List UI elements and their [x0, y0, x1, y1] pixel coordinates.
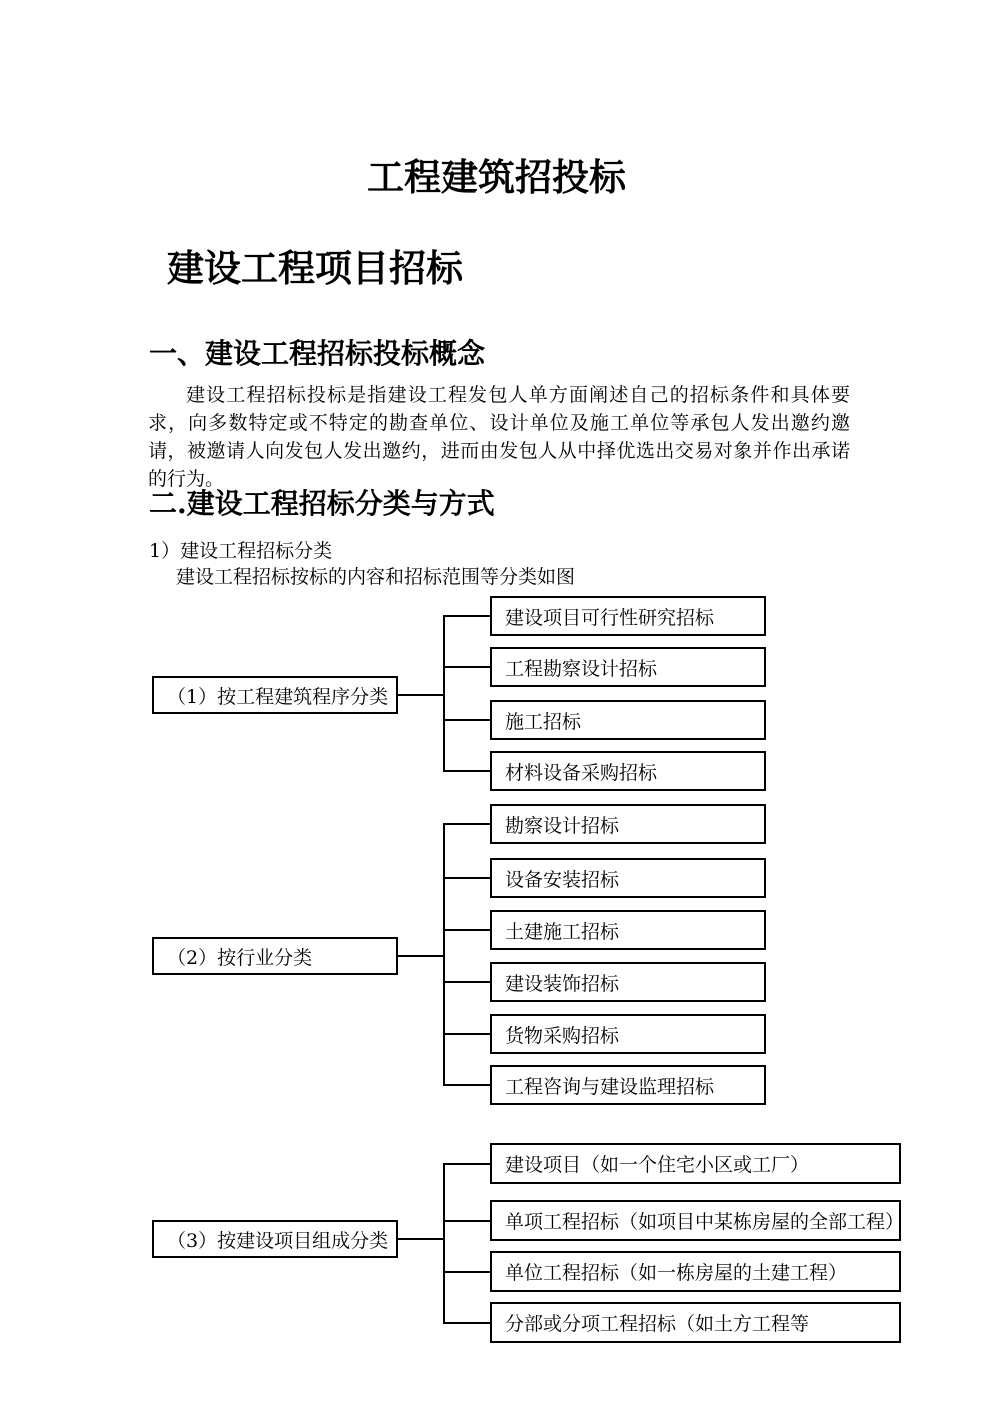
connector-branch [443, 666, 490, 668]
connector-spine-1 [443, 615, 445, 772]
flow-item-box: 工程咨询与建设监理招标 [490, 1065, 766, 1105]
connector-branch [443, 1271, 490, 1273]
connector-branch [443, 1220, 490, 1222]
connector-label-line-1 [396, 694, 443, 696]
document-title: 工程建筑招投标 [367, 155, 626, 199]
document-subtitle: 建设工程项目招标 [167, 246, 463, 290]
section2-list-item: 1）建设工程招标分类 [149, 540, 333, 562]
category-box-2: （2）按行业分类 [152, 937, 398, 975]
connector-branch [443, 615, 490, 617]
connector-branch [443, 1084, 490, 1086]
flow-item-box: 分部或分项工程招标（如土方工程等 [490, 1302, 901, 1343]
category-box-3: （3）按建设项目组成分类 [152, 1220, 398, 1258]
flow-item-box: 建设装饰招标 [490, 962, 766, 1002]
flow-item-box: 建设项目（如一个住宅小区或工厂） [490, 1143, 901, 1184]
connector-branch [443, 770, 490, 772]
flow-item-box: 土建施工招标 [490, 910, 766, 950]
connector-branch [443, 1033, 490, 1035]
flow-item-box: 货物采购招标 [490, 1014, 766, 1054]
category-box-1: （1）按工程建筑程序分类 [152, 676, 398, 714]
section1-heading: 一、建设工程招标投标概念 [149, 337, 486, 370]
flow-item-box: 勘察设计招标 [490, 804, 766, 844]
connector-spine-2 [443, 823, 445, 1086]
connector-spine-3 [443, 1163, 445, 1324]
connector-branch [443, 1163, 490, 1165]
connector-branch [443, 981, 490, 983]
connector-label-line-2 [396, 955, 443, 957]
flow-item-box: 单位工程招标（如一栋房屋的土建工程） [490, 1251, 901, 1292]
flow-item-box: 工程勘察设计招标 [490, 647, 766, 687]
section2-heading: 二.建设工程招标分类与方式 [149, 487, 495, 520]
section1-paragraph: 建设工程招标投标是指建设工程发包人单方面阐述自己的招标条件和具体要求，向多数特定或不特定的勘查单位、设计单位及施工单位等承包人发出邀约邀请，被邀请人向发包人发出邀约，进而由发包人从中择优选出交易对象并作出承诺的行为。 [148, 384, 850, 490]
connector-branch [443, 823, 490, 825]
flow-item-box: 单项工程招标（如项目中某栋房屋的全部工程） [490, 1200, 901, 1241]
connector-branch [443, 929, 490, 931]
flow-item-box: 材料设备采购招标 [490, 751, 766, 791]
connector-label-line-3 [396, 1238, 443, 1240]
flow-item-box: 建设项目可行性研究招标 [490, 596, 766, 636]
flow-item-box: 施工招标 [490, 700, 766, 740]
connector-branch [443, 1322, 490, 1324]
connector-branch [443, 877, 490, 879]
connector-branch [443, 719, 490, 721]
section2-note: 建设工程招标按标的内容和招标范围等分类如图 [176, 566, 576, 588]
flow-item-box: 设备安装招标 [490, 858, 766, 898]
